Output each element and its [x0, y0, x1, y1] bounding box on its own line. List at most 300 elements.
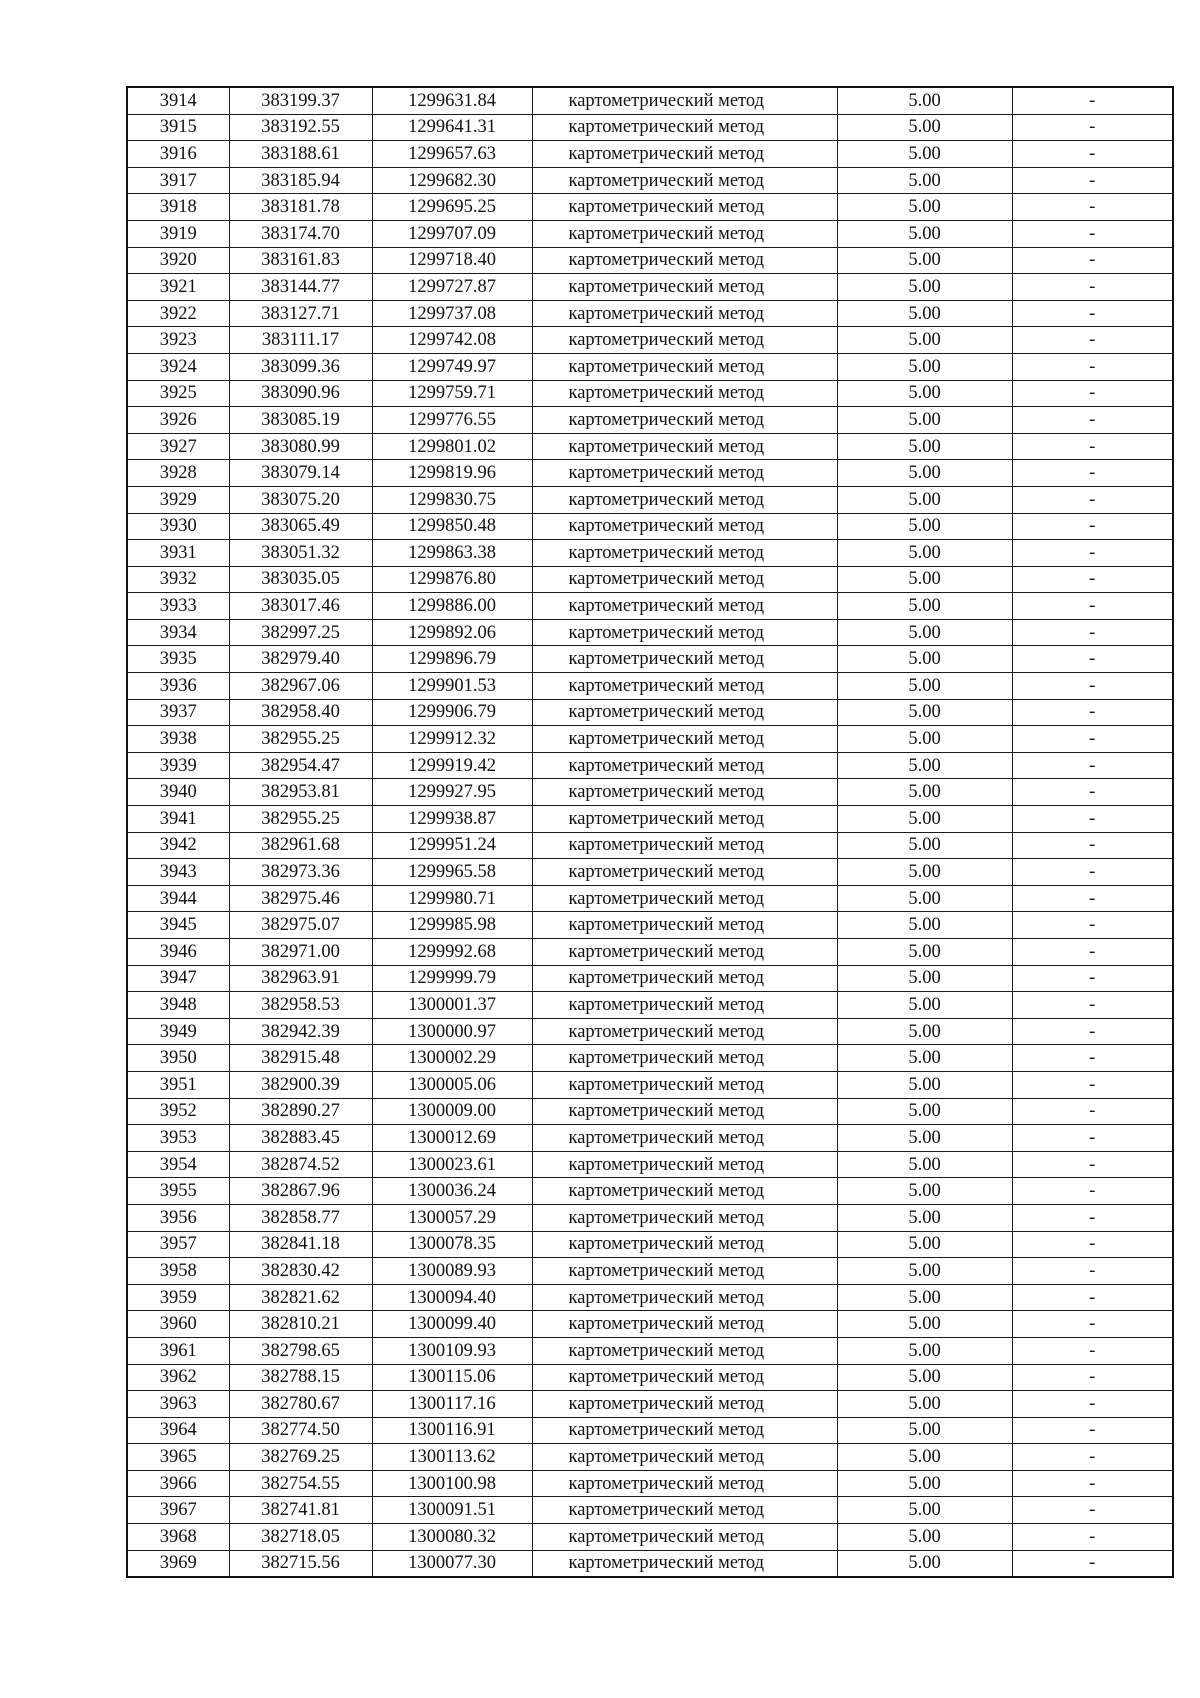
note-cell: - — [1012, 752, 1173, 779]
note-cell: - — [1012, 939, 1173, 966]
method-cell: картометрический метод — [532, 619, 837, 646]
method-cell: картометрический метод — [532, 646, 837, 673]
point-number-cell: 3939 — [127, 752, 229, 779]
point-number-cell: 3921 — [127, 274, 229, 301]
accuracy-cell: 5.00 — [837, 859, 1012, 886]
point-number-cell: 3934 — [127, 619, 229, 646]
x-coordinate-cell: 382958.40 — [229, 699, 372, 726]
table-row — [127, 1524, 1173, 1551]
note-cell: - — [1012, 965, 1173, 992]
method-cell: картометрический метод — [532, 1417, 837, 1444]
y-coordinate-cell: 1300094.40 — [372, 1284, 532, 1311]
point-number-cell: 3940 — [127, 779, 229, 806]
method-cell: картометрический метод — [532, 220, 837, 247]
accuracy-cell: 5.00 — [837, 646, 1012, 673]
y-coordinate-cell: 1299876.80 — [372, 566, 532, 593]
coordinates-table — [126, 86, 1174, 1578]
table-row — [127, 806, 1173, 833]
note-cell: - — [1012, 646, 1173, 673]
note-cell: - — [1012, 1444, 1173, 1471]
method-cell: картометрический метод — [532, 1151, 837, 1178]
method-cell: картометрический метод — [532, 327, 837, 354]
point-number-cell: 3917 — [127, 167, 229, 194]
y-coordinate-cell: 1299631.84 — [372, 87, 532, 114]
method-cell: картометрический метод — [532, 859, 837, 886]
x-coordinate-cell: 382798.65 — [229, 1337, 372, 1364]
y-coordinate-cell: 1299901.53 — [372, 673, 532, 700]
x-coordinate-cell: 383127.71 — [229, 300, 372, 327]
accuracy-cell: 5.00 — [837, 300, 1012, 327]
point-number-cell: 3962 — [127, 1364, 229, 1391]
y-coordinate-cell: 1300009.00 — [372, 1098, 532, 1125]
accuracy-cell: 5.00 — [837, 407, 1012, 434]
accuracy-cell: 5.00 — [837, 593, 1012, 620]
point-number-cell: 3930 — [127, 513, 229, 540]
x-coordinate-cell: 383174.70 — [229, 220, 372, 247]
accuracy-cell: 5.00 — [837, 912, 1012, 939]
note-cell: - — [1012, 353, 1173, 380]
note-cell: - — [1012, 1151, 1173, 1178]
method-cell: картометрический метод — [532, 460, 837, 487]
note-cell: - — [1012, 1045, 1173, 1072]
note-cell: - — [1012, 1337, 1173, 1364]
y-coordinate-cell: 1300012.69 — [372, 1125, 532, 1152]
x-coordinate-cell: 382979.40 — [229, 646, 372, 673]
table-row — [127, 1151, 1173, 1178]
accuracy-cell: 5.00 — [837, 1231, 1012, 1258]
point-number-cell: 3915 — [127, 114, 229, 141]
y-coordinate-cell: 1300099.40 — [372, 1311, 532, 1338]
table-row — [127, 779, 1173, 806]
accuracy-cell: 5.00 — [837, 1524, 1012, 1551]
y-coordinate-cell: 1299886.00 — [372, 593, 532, 620]
table-row — [127, 1550, 1173, 1577]
table-row — [127, 300, 1173, 327]
method-cell: картометрический метод — [532, 1391, 837, 1418]
accuracy-cell: 5.00 — [837, 513, 1012, 540]
x-coordinate-cell: 382774.50 — [229, 1417, 372, 1444]
y-coordinate-cell: 1300100.98 — [372, 1470, 532, 1497]
coordinates-table-body — [127, 87, 1173, 1577]
x-coordinate-cell: 382754.55 — [229, 1470, 372, 1497]
table-row — [127, 1045, 1173, 1072]
x-coordinate-cell: 383192.55 — [229, 114, 372, 141]
table-row — [127, 460, 1173, 487]
table-row — [127, 1018, 1173, 1045]
point-number-cell: 3923 — [127, 327, 229, 354]
point-number-cell: 3952 — [127, 1098, 229, 1125]
note-cell: - — [1012, 1284, 1173, 1311]
x-coordinate-cell: 383099.36 — [229, 353, 372, 380]
method-cell: картометрический метод — [532, 167, 837, 194]
x-coordinate-cell: 382954.47 — [229, 752, 372, 779]
method-cell: картометрический метод — [532, 380, 837, 407]
x-coordinate-cell: 383188.61 — [229, 141, 372, 168]
x-coordinate-cell: 382830.42 — [229, 1258, 372, 1285]
table-row — [127, 1071, 1173, 1098]
note-cell: - — [1012, 194, 1173, 221]
table-row — [127, 939, 1173, 966]
accuracy-cell: 5.00 — [837, 1178, 1012, 1205]
point-number-cell: 3919 — [127, 220, 229, 247]
y-coordinate-cell: 1299985.98 — [372, 912, 532, 939]
point-number-cell: 3945 — [127, 912, 229, 939]
table-row — [127, 433, 1173, 460]
method-cell: картометрический метод — [532, 1364, 837, 1391]
note-cell: - — [1012, 433, 1173, 460]
point-number-cell: 3916 — [127, 141, 229, 168]
x-coordinate-cell: 383080.99 — [229, 433, 372, 460]
accuracy-cell: 5.00 — [837, 992, 1012, 1019]
y-coordinate-cell: 1300077.30 — [372, 1550, 532, 1577]
point-number-cell: 3924 — [127, 353, 229, 380]
accuracy-cell: 5.00 — [837, 141, 1012, 168]
table-row — [127, 1417, 1173, 1444]
point-number-cell: 3960 — [127, 1311, 229, 1338]
table-row — [127, 619, 1173, 646]
accuracy-cell: 5.00 — [837, 1497, 1012, 1524]
method-cell: картометрический метод — [532, 114, 837, 141]
y-coordinate-cell: 1300109.93 — [372, 1337, 532, 1364]
table-row — [127, 699, 1173, 726]
note-cell: - — [1012, 1364, 1173, 1391]
y-coordinate-cell: 1300113.62 — [372, 1444, 532, 1471]
method-cell: картометрический метод — [532, 1071, 837, 1098]
x-coordinate-cell: 382718.05 — [229, 1524, 372, 1551]
method-cell: картометрический метод — [532, 407, 837, 434]
y-coordinate-cell: 1299727.87 — [372, 274, 532, 301]
method-cell: картометрический метод — [532, 194, 837, 221]
method-cell: картометрический метод — [532, 885, 837, 912]
y-coordinate-cell: 1300116.91 — [372, 1417, 532, 1444]
x-coordinate-cell: 382788.15 — [229, 1364, 372, 1391]
accuracy-cell: 5.00 — [837, 939, 1012, 966]
point-number-cell: 3914 — [127, 87, 229, 114]
note-cell: - — [1012, 274, 1173, 301]
x-coordinate-cell: 383144.77 — [229, 274, 372, 301]
table-row — [127, 1231, 1173, 1258]
method-cell: картометрический метод — [532, 141, 837, 168]
point-number-cell: 3931 — [127, 540, 229, 567]
point-number-cell: 3968 — [127, 1524, 229, 1551]
method-cell: картометрический метод — [532, 779, 837, 806]
point-number-cell: 3928 — [127, 460, 229, 487]
method-cell: картометрический метод — [532, 1550, 837, 1577]
y-coordinate-cell: 1299718.40 — [372, 247, 532, 274]
accuracy-cell: 5.00 — [837, 87, 1012, 114]
table-row — [127, 87, 1173, 114]
point-number-cell: 3956 — [127, 1204, 229, 1231]
table-row — [127, 540, 1173, 567]
table-row — [127, 1444, 1173, 1471]
note-cell: - — [1012, 1098, 1173, 1125]
table-row — [127, 247, 1173, 274]
x-coordinate-cell: 383185.94 — [229, 167, 372, 194]
y-coordinate-cell: 1299819.96 — [372, 460, 532, 487]
note-cell: - — [1012, 1178, 1173, 1205]
point-number-cell: 3961 — [127, 1337, 229, 1364]
y-coordinate-cell: 1300115.06 — [372, 1364, 532, 1391]
accuracy-cell: 5.00 — [837, 1337, 1012, 1364]
note-cell: - — [1012, 593, 1173, 620]
point-number-cell: 3948 — [127, 992, 229, 1019]
point-number-cell: 3951 — [127, 1071, 229, 1098]
x-coordinate-cell: 382955.25 — [229, 726, 372, 753]
note-cell: - — [1012, 779, 1173, 806]
y-coordinate-cell: 1299657.63 — [372, 141, 532, 168]
y-coordinate-cell: 1299801.02 — [372, 433, 532, 460]
note-cell: - — [1012, 806, 1173, 833]
note-cell: - — [1012, 220, 1173, 247]
method-cell: картометрический метод — [532, 1258, 837, 1285]
note-cell: - — [1012, 327, 1173, 354]
x-coordinate-cell: 382769.25 — [229, 1444, 372, 1471]
y-coordinate-cell: 1299776.55 — [372, 407, 532, 434]
x-coordinate-cell: 382963.91 — [229, 965, 372, 992]
note-cell: - — [1012, 1497, 1173, 1524]
note-cell: - — [1012, 380, 1173, 407]
accuracy-cell: 5.00 — [837, 619, 1012, 646]
table-row — [127, 167, 1173, 194]
accuracy-cell: 5.00 — [837, 965, 1012, 992]
note-cell: - — [1012, 486, 1173, 513]
y-coordinate-cell: 1300080.32 — [372, 1524, 532, 1551]
accuracy-cell: 5.00 — [837, 167, 1012, 194]
point-number-cell: 3963 — [127, 1391, 229, 1418]
accuracy-cell: 5.00 — [837, 1258, 1012, 1285]
point-number-cell: 3966 — [127, 1470, 229, 1497]
accuracy-cell: 5.00 — [837, 1125, 1012, 1152]
x-coordinate-cell: 382883.45 — [229, 1125, 372, 1152]
table-row — [127, 832, 1173, 859]
x-coordinate-cell: 382975.07 — [229, 912, 372, 939]
accuracy-cell: 5.00 — [837, 1204, 1012, 1231]
method-cell: картометрический метод — [532, 1098, 837, 1125]
table-row — [127, 992, 1173, 1019]
point-number-cell: 3949 — [127, 1018, 229, 1045]
y-coordinate-cell: 1299896.79 — [372, 646, 532, 673]
note-cell: - — [1012, 1417, 1173, 1444]
note-cell: - — [1012, 300, 1173, 327]
accuracy-cell: 5.00 — [837, 486, 1012, 513]
x-coordinate-cell: 382915.48 — [229, 1045, 372, 1072]
point-number-cell: 3925 — [127, 380, 229, 407]
note-cell: - — [1012, 167, 1173, 194]
method-cell: картометрический метод — [532, 673, 837, 700]
x-coordinate-cell: 382715.56 — [229, 1550, 372, 1577]
note-cell: - — [1012, 1231, 1173, 1258]
method-cell: картометрический метод — [532, 1204, 837, 1231]
accuracy-cell: 5.00 — [837, 1284, 1012, 1311]
x-coordinate-cell: 382841.18 — [229, 1231, 372, 1258]
method-cell: картометрический метод — [532, 992, 837, 1019]
note-cell: - — [1012, 832, 1173, 859]
table-row — [127, 1497, 1173, 1524]
point-number-cell: 3967 — [127, 1497, 229, 1524]
method-cell: картометрический метод — [532, 247, 837, 274]
accuracy-cell: 5.00 — [837, 1364, 1012, 1391]
note-cell: - — [1012, 141, 1173, 168]
y-coordinate-cell: 1299863.38 — [372, 540, 532, 567]
note-cell: - — [1012, 859, 1173, 886]
method-cell: картометрический метод — [532, 433, 837, 460]
table-row — [127, 380, 1173, 407]
x-coordinate-cell: 382961.68 — [229, 832, 372, 859]
note-cell: - — [1012, 673, 1173, 700]
y-coordinate-cell: 1299999.79 — [372, 965, 532, 992]
x-coordinate-cell: 382971.00 — [229, 939, 372, 966]
point-number-cell: 3943 — [127, 859, 229, 886]
table-row — [127, 274, 1173, 301]
method-cell: картометрический метод — [532, 1497, 837, 1524]
table-row — [127, 486, 1173, 513]
accuracy-cell: 5.00 — [837, 1311, 1012, 1338]
y-coordinate-cell: 1299707.09 — [372, 220, 532, 247]
y-coordinate-cell: 1299830.75 — [372, 486, 532, 513]
x-coordinate-cell: 383111.17 — [229, 327, 372, 354]
x-coordinate-cell: 383035.05 — [229, 566, 372, 593]
x-coordinate-cell: 383090.96 — [229, 380, 372, 407]
accuracy-cell: 5.00 — [837, 1071, 1012, 1098]
table-row — [127, 1204, 1173, 1231]
method-cell: картометрический метод — [532, 593, 837, 620]
y-coordinate-cell: 1300091.51 — [372, 1497, 532, 1524]
x-coordinate-cell: 382997.25 — [229, 619, 372, 646]
x-coordinate-cell: 382975.46 — [229, 885, 372, 912]
note-cell: - — [1012, 1470, 1173, 1497]
accuracy-cell: 5.00 — [837, 194, 1012, 221]
note-cell: - — [1012, 912, 1173, 939]
accuracy-cell: 5.00 — [837, 247, 1012, 274]
y-coordinate-cell: 1299742.08 — [372, 327, 532, 354]
method-cell: картометрический метод — [532, 806, 837, 833]
method-cell: картометрический метод — [532, 912, 837, 939]
method-cell: картометрический метод — [532, 513, 837, 540]
note-cell: - — [1012, 992, 1173, 1019]
note-cell: - — [1012, 1018, 1173, 1045]
x-coordinate-cell: 383051.32 — [229, 540, 372, 567]
table-row — [127, 327, 1173, 354]
accuracy-cell: 5.00 — [837, 752, 1012, 779]
accuracy-cell: 5.00 — [837, 1444, 1012, 1471]
y-coordinate-cell: 1300089.93 — [372, 1258, 532, 1285]
x-coordinate-cell: 382874.52 — [229, 1151, 372, 1178]
y-coordinate-cell: 1300005.06 — [372, 1071, 532, 1098]
point-number-cell: 3959 — [127, 1284, 229, 1311]
y-coordinate-cell: 1299737.08 — [372, 300, 532, 327]
y-coordinate-cell: 1299992.68 — [372, 939, 532, 966]
method-cell: картометрический метод — [532, 1178, 837, 1205]
y-coordinate-cell: 1300023.61 — [372, 1151, 532, 1178]
note-cell: - — [1012, 1204, 1173, 1231]
y-coordinate-cell: 1300036.24 — [372, 1178, 532, 1205]
accuracy-cell: 5.00 — [837, 1417, 1012, 1444]
accuracy-cell: 5.00 — [837, 433, 1012, 460]
table-row — [127, 1311, 1173, 1338]
note-cell: - — [1012, 566, 1173, 593]
point-number-cell: 3936 — [127, 673, 229, 700]
accuracy-cell: 5.00 — [837, 1550, 1012, 1577]
x-coordinate-cell: 383079.14 — [229, 460, 372, 487]
x-coordinate-cell: 383017.46 — [229, 593, 372, 620]
x-coordinate-cell: 382741.81 — [229, 1497, 372, 1524]
method-cell: картометрический метод — [532, 1470, 837, 1497]
note-cell: - — [1012, 1524, 1173, 1551]
y-coordinate-cell: 1299641.31 — [372, 114, 532, 141]
y-coordinate-cell: 1299912.32 — [372, 726, 532, 753]
y-coordinate-cell: 1300000.97 — [372, 1018, 532, 1045]
point-number-cell: 3946 — [127, 939, 229, 966]
point-number-cell: 3937 — [127, 699, 229, 726]
method-cell: картометрический метод — [532, 752, 837, 779]
table-row — [127, 114, 1173, 141]
point-number-cell: 3929 — [127, 486, 229, 513]
point-number-cell: 3947 — [127, 965, 229, 992]
note-cell: - — [1012, 1311, 1173, 1338]
y-coordinate-cell: 1300117.16 — [372, 1391, 532, 1418]
x-coordinate-cell: 383075.20 — [229, 486, 372, 513]
note-cell: - — [1012, 726, 1173, 753]
note-cell: - — [1012, 699, 1173, 726]
table-row — [127, 1337, 1173, 1364]
method-cell: картометрический метод — [532, 1337, 837, 1364]
method-cell: картометрический метод — [532, 726, 837, 753]
y-coordinate-cell: 1300057.29 — [372, 1204, 532, 1231]
note-cell: - — [1012, 460, 1173, 487]
x-coordinate-cell: 382867.96 — [229, 1178, 372, 1205]
table-row — [127, 646, 1173, 673]
point-number-cell: 3942 — [127, 832, 229, 859]
method-cell: картометрический метод — [532, 939, 837, 966]
x-coordinate-cell: 383161.83 — [229, 247, 372, 274]
x-coordinate-cell: 383065.49 — [229, 513, 372, 540]
table-row — [127, 1364, 1173, 1391]
y-coordinate-cell: 1299892.06 — [372, 619, 532, 646]
accuracy-cell: 5.00 — [837, 353, 1012, 380]
table-row — [127, 141, 1173, 168]
accuracy-cell: 5.00 — [837, 699, 1012, 726]
accuracy-cell: 5.00 — [837, 1045, 1012, 1072]
y-coordinate-cell: 1299919.42 — [372, 752, 532, 779]
table-row — [127, 353, 1173, 380]
y-coordinate-cell: 1299927.95 — [372, 779, 532, 806]
y-coordinate-cell: 1299695.25 — [372, 194, 532, 221]
method-cell: картометрический метод — [532, 1231, 837, 1258]
x-coordinate-cell: 382780.67 — [229, 1391, 372, 1418]
x-coordinate-cell: 382900.39 — [229, 1071, 372, 1098]
x-coordinate-cell: 382821.62 — [229, 1284, 372, 1311]
table-row — [127, 859, 1173, 886]
table-row — [127, 1391, 1173, 1418]
note-cell: - — [1012, 540, 1173, 567]
note-cell: - — [1012, 407, 1173, 434]
x-coordinate-cell: 382955.25 — [229, 806, 372, 833]
method-cell: картометрический метод — [532, 1284, 837, 1311]
table-row — [127, 1284, 1173, 1311]
note-cell: - — [1012, 247, 1173, 274]
table-row — [127, 1470, 1173, 1497]
method-cell: картометрический метод — [532, 353, 837, 380]
x-coordinate-cell: 382942.39 — [229, 1018, 372, 1045]
accuracy-cell: 5.00 — [837, 885, 1012, 912]
accuracy-cell: 5.00 — [837, 460, 1012, 487]
x-coordinate-cell: 382958.53 — [229, 992, 372, 1019]
x-coordinate-cell: 382810.21 — [229, 1311, 372, 1338]
y-coordinate-cell: 1299938.87 — [372, 806, 532, 833]
accuracy-cell: 5.00 — [837, 726, 1012, 753]
method-cell: картометрический метод — [532, 1125, 837, 1152]
x-coordinate-cell: 383085.19 — [229, 407, 372, 434]
